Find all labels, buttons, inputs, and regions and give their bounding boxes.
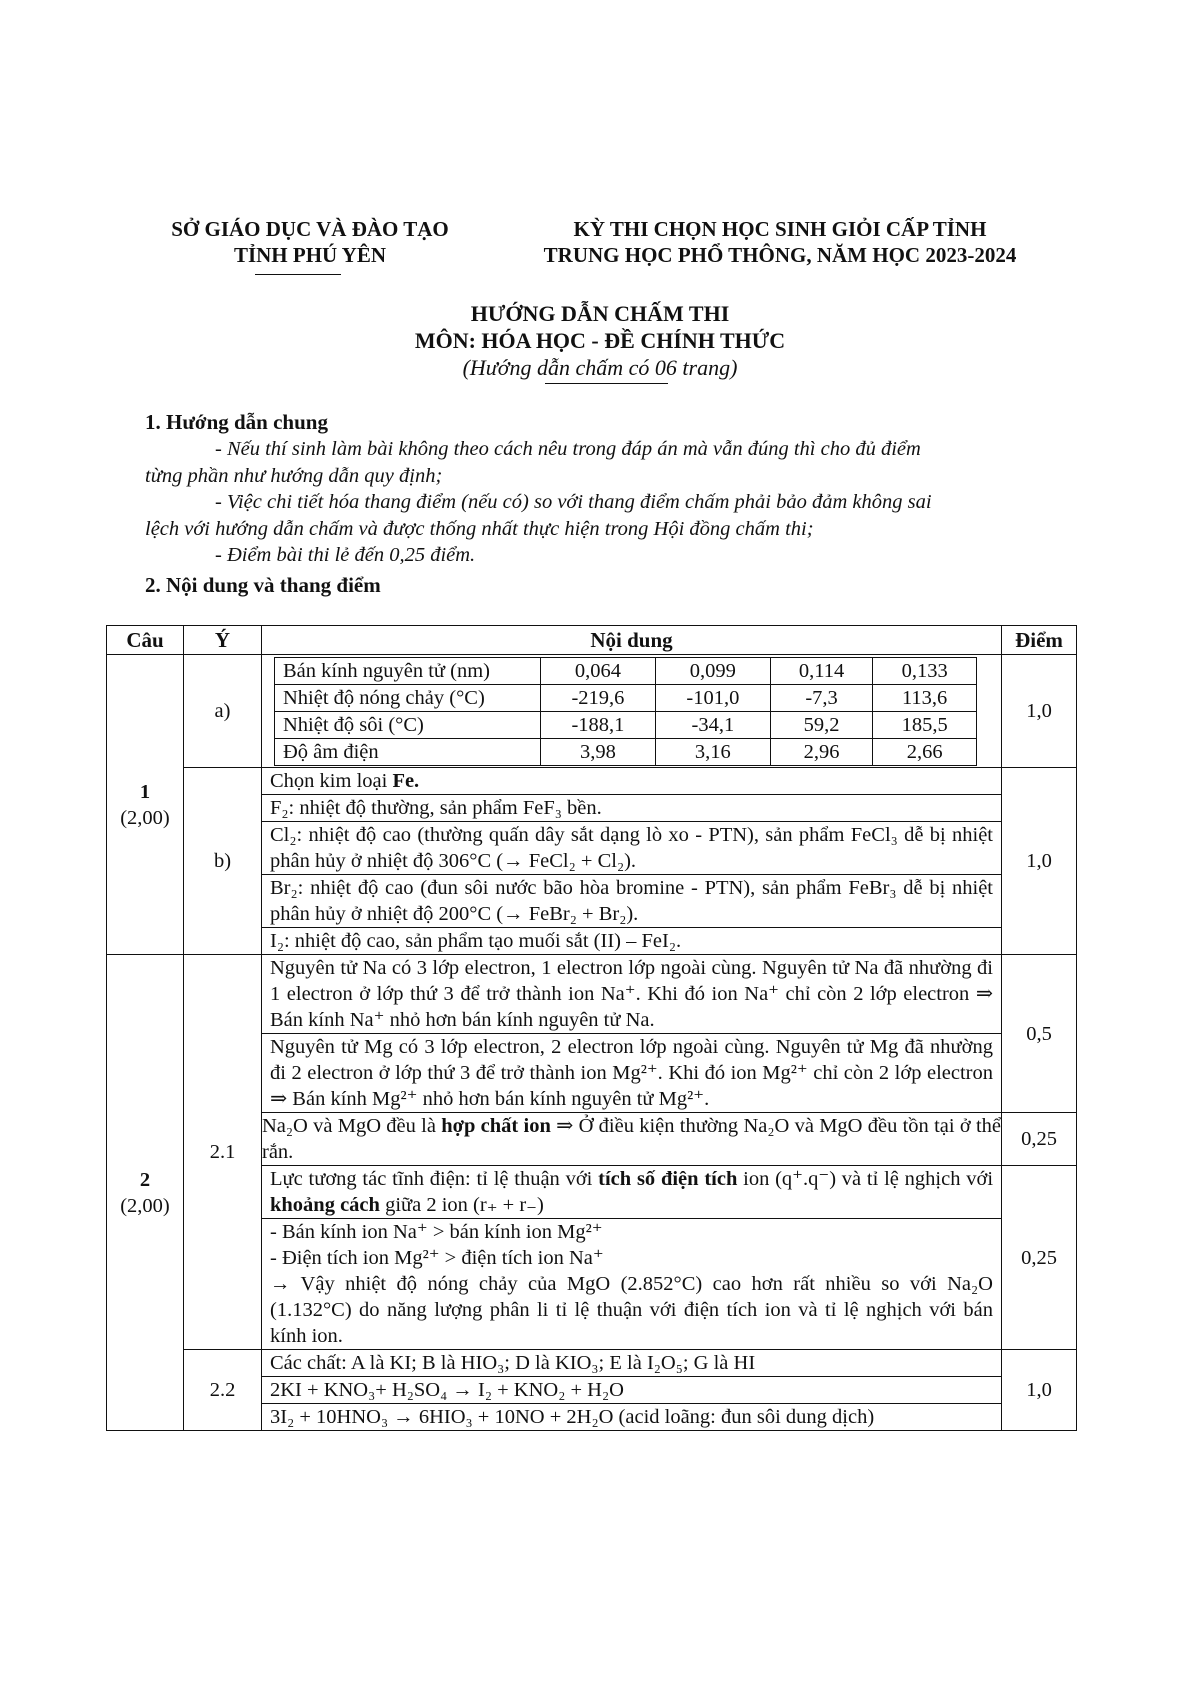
q1b-points: 1,0 [1002, 768, 1077, 955]
q22-line3: 3I₂ + 10HNO₃ → 6HIO₃ + 10NO + 2H₂O (acid loãng: đun sôi dung dịch) [270, 1406, 875, 1428]
header-diem: Điểm [1002, 626, 1077, 655]
department-line1: SỞ GIÁO DỤC VÀ ĐÀO TẠO [171, 217, 449, 241]
general-p2a: - Việc chi tiết hóa thang điểm (nếu có) so với thang điểm chấm phải bảo đảm không sai [215, 491, 932, 513]
charge-line: - Điện tích ion Mg²⁺ > điện tích ion Na⁺ [270, 1247, 604, 1269]
department-name [150, 216, 470, 268]
q21-block1-row [107, 955, 1077, 1113]
mg-explanation: Nguyên tử Mg có 3 lớp electron, 2 electron lớp ngoài cùng. Nguyên tử Mg đã nhường đi 2 electron ở lớp thứ 3 để trở thành ion Mg²⁺. Khi đó ion Mg²⁺ chỉ còn 2 lớp electron ⇒ Bán kính Mg²⁺ nhỏ hơn bán kính nguyên tử Mg²⁺. [270, 1036, 993, 1110]
q1a-content [262, 655, 1002, 768]
property-value: -7,3 [770, 684, 872, 711]
q21-block3-points: 0,25 [1002, 1166, 1077, 1350]
q21-block1-content [262, 955, 1002, 1113]
general-p1a: - Nếu thí sinh làm bài không theo cách nêu trong đáp án mà vẫn đúng thì cho đủ điểm [215, 438, 921, 460]
property-name: Độ âm điện [275, 738, 541, 765]
conclusion-line: → Vậy nhiệt độ nóng chảy của MgO (2.852°C) cao hơn rất nhiều so với Na₂O (1.132°C) do năng lượng phân li tỉ lệ thuận với điện tích ion và tỉ lệ nghịch với bán kính ion. [270, 1273, 993, 1347]
table-header-row [107, 626, 1077, 655]
department-line2: TỈNH PHÚ YÊN [233, 243, 387, 267]
property-value: -101,0 [655, 684, 770, 711]
header-y: Ý [184, 626, 262, 655]
q2-label: 2 [139, 1168, 151, 1191]
q22-line2: 2KI + KNO₃+ H₂SO₄ → I₂ + KNO₂ + H₂O [262, 1377, 1001, 1404]
property-row [275, 684, 977, 711]
property-value: 113,6 [873, 684, 977, 711]
q1b-line2: F₂: nhiệt độ thường, sản phẩm FeF₃ bền. [262, 795, 1001, 822]
page-title [300, 300, 900, 381]
q1a-row [107, 655, 1077, 768]
q2-score: (2,00) [120, 1194, 170, 1217]
property-value: 59,2 [770, 711, 872, 738]
property-value: 3,98 [541, 738, 656, 765]
q22-content [262, 1350, 1002, 1431]
property-value: -34,1 [655, 711, 770, 738]
general-p3: - Điểm bài thi lẻ đến 0,25 điểm. [215, 544, 476, 566]
property-value: 0,114 [770, 657, 872, 684]
q1b-line5: I₂: nhiệt độ cao, sản phẩm tạo muối sắt (II) – FeI₂. [270, 930, 682, 952]
header-cau: Câu [107, 626, 184, 655]
exam-name [500, 216, 1060, 268]
title-underline [545, 383, 668, 384]
q1b-line4: Br₂: nhiệt độ cao (đun sôi nước bão hòa bromine - PTN), sản phẩm FeBr₃ dễ bị nhiệt phân hủy ở nhiệt độ 200°C (→ FeBr₂ + Br₂). [262, 875, 1001, 928]
property-name: Nhiệt độ nóng chảy (°C) [275, 684, 541, 711]
q1b-content [262, 768, 1002, 955]
comparison-text [262, 1219, 1001, 1349]
q1b-line3: Cl₂: nhiệt độ cao (thường quấn dây sắt dạng lò xo - PTN), sản phẩm FeCl₃ dễ bị nhiệt phân hủy ở nhiệt độ 306°C (→ FeCl₂ + Cl₂). [262, 822, 1001, 875]
q21-block3-content [262, 1166, 1002, 1350]
exam-line1: KỲ THI CHỌN HỌC SINH GIỎI CẤP TỈNH [573, 217, 987, 241]
q2-cell [107, 955, 184, 1431]
property-row [275, 711, 977, 738]
general-p1b: từng phần như hướng dẫn quy định; [145, 464, 443, 487]
title-line3: (Hướng dẫn chấm có 06 trang) [462, 355, 738, 380]
property-value: -219,6 [541, 684, 656, 711]
q21-block1-points: 0,5 [1002, 955, 1077, 1113]
general-p2b: lệch với hướng dẫn chấm và được thống nhất thực hiện trong Hội đồng chấm thi; [145, 517, 814, 540]
q1a-label: a) [184, 655, 262, 768]
q1b-row [107, 768, 1077, 955]
property-value: 0,133 [873, 657, 977, 684]
property-value: 2,96 [770, 738, 872, 765]
q1-label: 1 [139, 780, 151, 803]
scoring-table [106, 625, 1077, 1431]
property-name: Nhiệt độ sôi (°C) [275, 711, 541, 738]
property-value: 0,064 [541, 657, 656, 684]
ionic-compound-text: Na₂O và MgO đều là hợp chất ion ⇒ Ở điều kiện thường Na₂O và MgO đều tồn tại ở thể rắn. [262, 1113, 1002, 1166]
q21-label: 2.1 [184, 955, 262, 1350]
q1a-points: 1,0 [1002, 655, 1077, 768]
q1-cell [107, 655, 184, 955]
property-value: 2,66 [873, 738, 977, 765]
header-noidung: Nội dung [262, 626, 1002, 655]
property-name: Bán kính nguyên tử (nm) [275, 657, 541, 684]
title-line2: MÔN: HÓA HỌC - ĐỀ CHÍNH THỨC [414, 328, 786, 353]
title-line1: HƯỚNG DẪN CHẤM THI [470, 301, 730, 326]
q21-block2-points: 0,25 [1002, 1113, 1077, 1166]
q1b-line1: Chọn kim loại Fe. [262, 768, 1001, 795]
q1b-label: b) [184, 768, 262, 955]
general-heading: 1. Hướng dẫn chung [145, 410, 328, 434]
content-heading: 2. Nội dung và thang điểm [145, 573, 381, 597]
electrostatic-force-text: Lực tương tác tĩnh điện: tỉ lệ thuận với tích số điện tích ion (q⁺.q⁻) và tỉ lệ nghịch với khoảng cách giữa 2 ion (r₊ + r₋) [262, 1166, 1001, 1219]
department-underline [255, 274, 341, 275]
q22-row [107, 1350, 1077, 1431]
q22-line1: Các chất: A là KI; B là HIO₃; D là KIO₃; E là I₂O₅; G là HI [262, 1350, 1001, 1377]
property-row [275, 738, 977, 765]
property-value: -188,1 [541, 711, 656, 738]
q22-label: 2.2 [184, 1350, 262, 1431]
exam-line2: TRUNG HỌC PHỔ THÔNG, NĂM HỌC 2023-2024 [543, 243, 1017, 267]
q1-score: (2,00) [120, 806, 170, 829]
property-value: 0,099 [655, 657, 770, 684]
radius-line: - Bán kính ion Na⁺ > bán kính ion Mg²⁺ [270, 1221, 603, 1243]
general-text [145, 436, 1057, 569]
q22-points: 1,0 [1002, 1350, 1077, 1431]
property-row [275, 657, 977, 684]
na-explanation: Nguyên tử Na có 3 lớp electron, 1 electron lớp ngoài cùng. Nguyên tử Na đã nhường đi 1 electron ở lớp thứ 3 để trở thành ion Na⁺. Khi đó ion Na⁺ chỉ còn 2 lớp electron ⇒ Bán kính Na⁺ nhỏ hơn bán kính nguyên tử Na. [262, 955, 1001, 1034]
property-value: 3,16 [655, 738, 770, 765]
properties-table [274, 657, 977, 766]
property-value: 185,5 [873, 711, 977, 738]
